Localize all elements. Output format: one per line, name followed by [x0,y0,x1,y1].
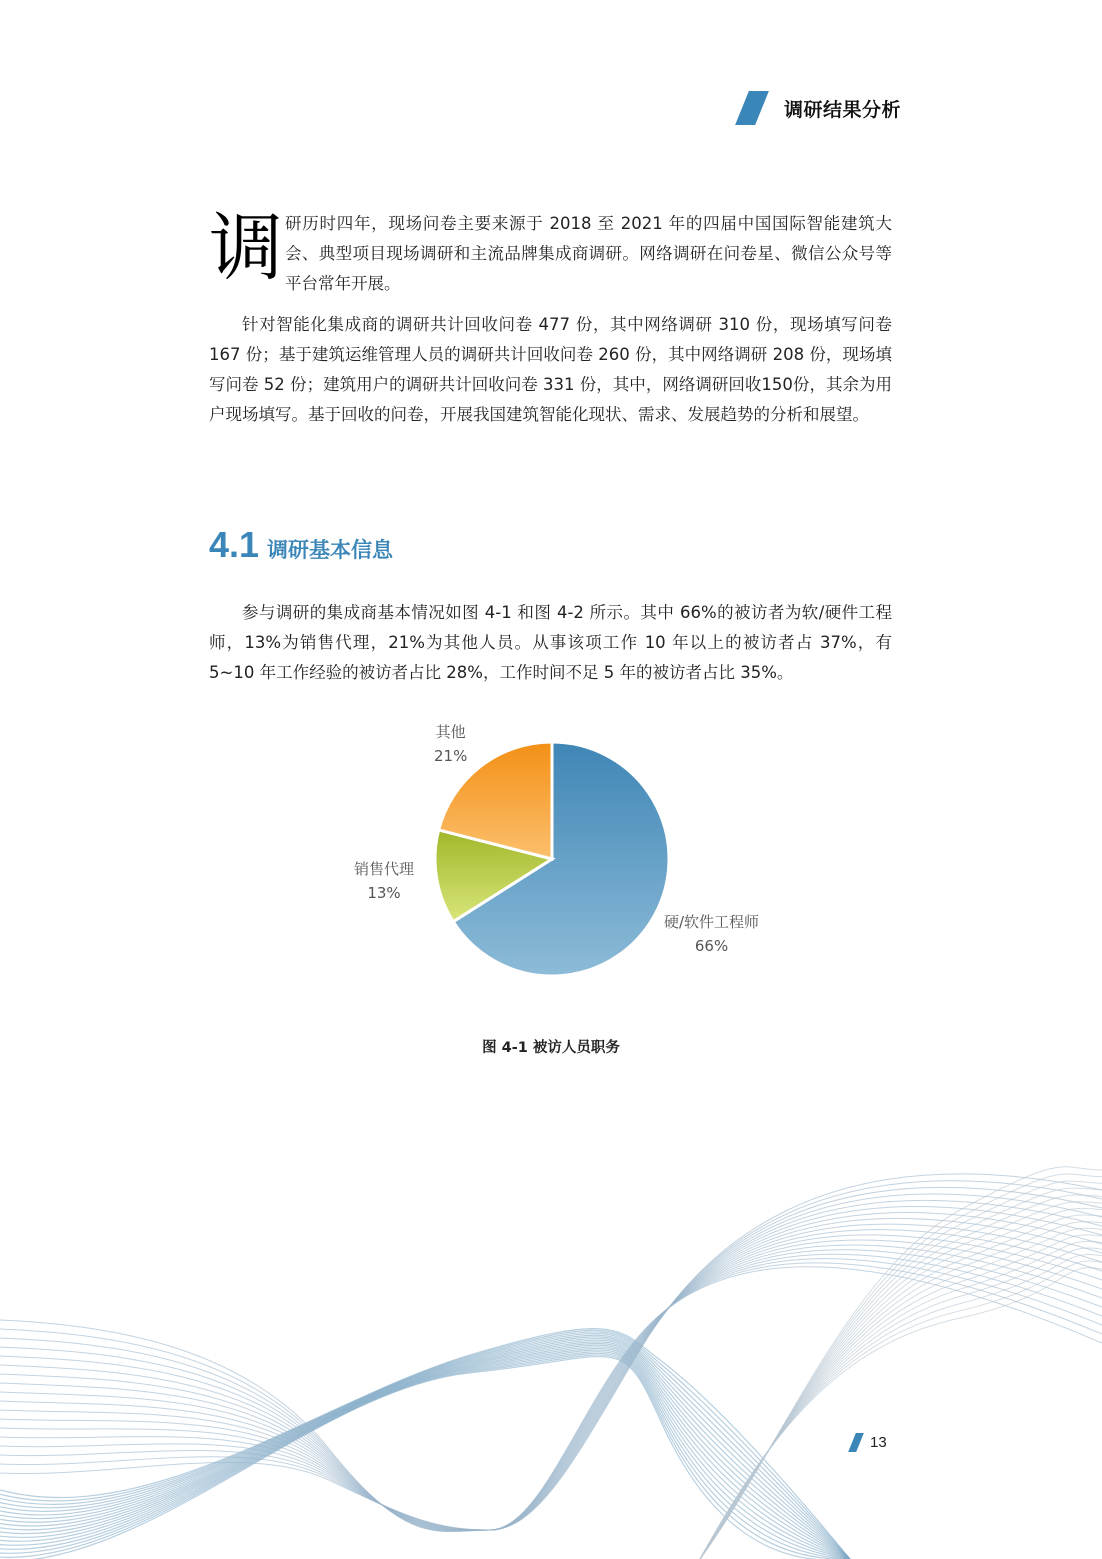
section-intro-paragraph: 参与调研的集成商基本情况如图 4-1 和图 4-2 所示。其中 66%的被访者为软/硬件工程师，13%为销售代理，21%为其他人员。从事该项工作 10 年以上的被访者占 37%，有 5~10 年工作经验的被访者占比 28%，工作时间不足 5 年的被访者占比 35%。 [209,603,892,682]
figure-caption: 图 4-1 被访人员职务 [482,1040,620,1056]
pie-label-value: 66% [694,937,729,955]
header-accent-bar [735,91,769,125]
pie-label-sales-agent [354,857,414,905]
pie-chart [330,710,800,1000]
page-number [852,1433,887,1452]
pie-label-value: 21% [434,747,468,765]
survey-counts-paragraph: 针对智能化集成商的调研共计回收问卷 477 份，其中网络调研 310 份，现场填写问卷 167 份；基于建筑运维管理人员的调研共计回收问卷 260 份，其中网络调研 208 份，现场填写问卷 52 份；建筑用户的调研共计回收问卷 331 份，其中，网络调研回收150份，其余为用户现场填写。基于回收的问卷，开展我国建筑智能化现状、需求、发展趋势的分析和展望。 [209,315,892,424]
pie-label-other [434,720,467,768]
pie-label-name: 销售代理 [354,860,415,878]
running-header [742,88,901,128]
decorative-wave-lines [0,1150,1102,1559]
pie-label-name: 硬/软件工程师 [664,913,760,931]
section-number: 4.1 [209,524,260,565]
drop-cap: 调 [209,205,283,291]
page-number-text: 13 [870,1434,887,1451]
header-title: 调研结果分析 [784,98,902,121]
pie-label-value: 13% [367,884,401,902]
pie-label-engineer [664,910,759,958]
intro-paragraph [209,205,892,299]
intro-text: 研历时四年，现场问卷主要来源于 2018 至 2021 年的四届中国国际智能建筑大会、典型项目现场调研和主流品牌集成商调研。网络调研在问卷星、微信公众号等平台常年开展。 [285,214,892,293]
section-title: 调研基本信息 [267,538,394,562]
pie-label-name: 其他 [435,723,466,741]
section-heading [209,524,393,566]
